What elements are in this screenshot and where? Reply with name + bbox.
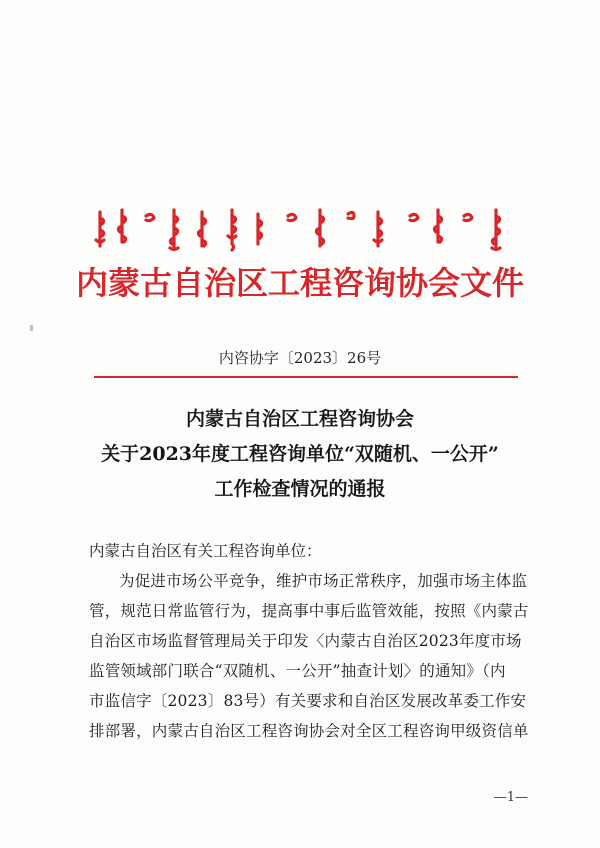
body-line-5: 市监信字〔2023〕83号）有关要求和自治区发展改革委工作安 xyxy=(89,692,527,710)
document-number: 内咨协字〔2023〕26号 xyxy=(218,349,382,367)
body-line-2: 管，规范日常监管行为，提高事中事后监管效能，按照《内蒙古 xyxy=(89,602,529,620)
body-line-4: 监管领域部门联合“双随机、一公开”抽查计划〉的通知》（内 xyxy=(89,662,506,680)
page-number: —1— xyxy=(493,790,528,805)
notice-title-line-2: 关于2023年度工程咨询单位“双随机、一公开” xyxy=(101,443,499,465)
notice-title-line-1: 内蒙古自治区工程咨询协会 xyxy=(185,408,414,430)
notice-title-line-3: 工作检查情况的通报 xyxy=(214,478,386,500)
body-line-6: 排部署，内蒙古自治区工程咨询协会对全区工程咨询甲级资信单 xyxy=(89,722,529,740)
mongolian-script-header xyxy=(92,206,512,252)
body-line-1: 为促进市场公平竞争，维护市场正常秩序，加强市场主体监 xyxy=(119,572,528,590)
body-line-3: 自治区市场监督管理局关于印发〈内蒙古自治区2023年度市场 xyxy=(89,632,522,650)
organization-title: 内蒙古自治区工程咨询协会文件 xyxy=(75,264,524,302)
red-divider-line xyxy=(94,376,518,378)
mongolian-script-graphic xyxy=(92,206,512,252)
scan-speck xyxy=(30,325,33,331)
salutation: 内蒙古自治区有关工程咨询单位： xyxy=(89,542,322,560)
